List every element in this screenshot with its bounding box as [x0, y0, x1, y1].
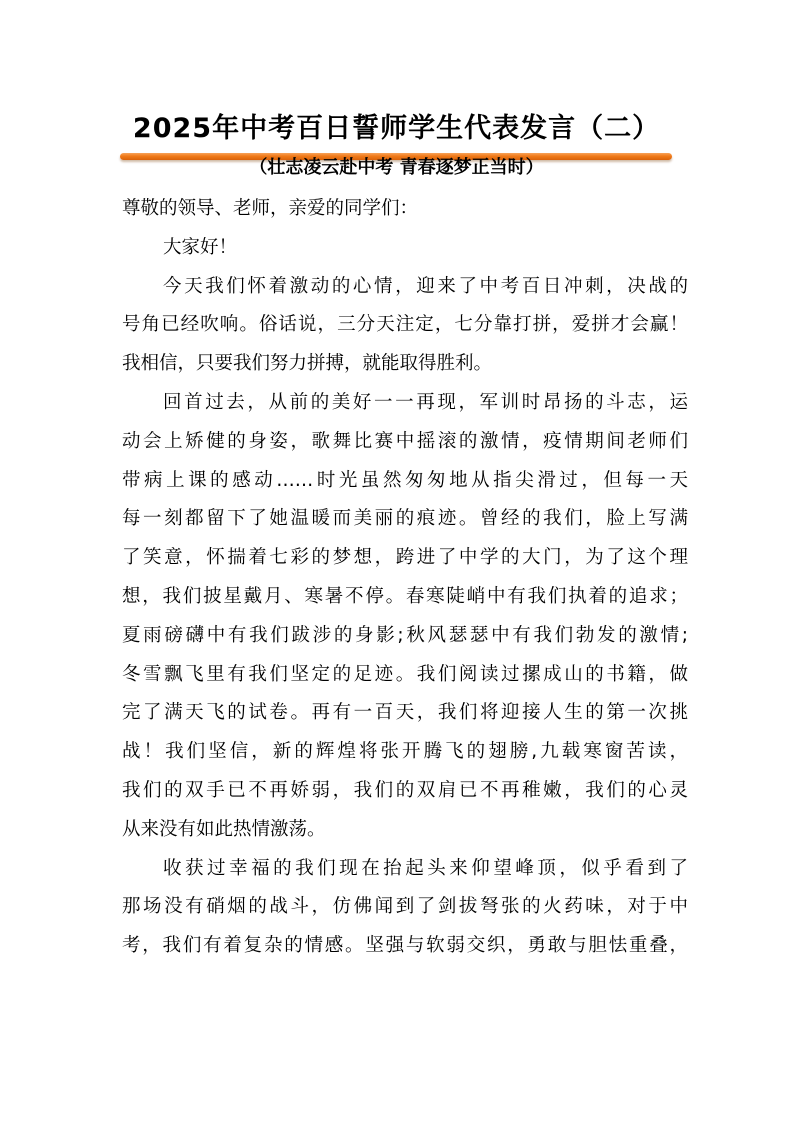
body-line: 完了满天飞的试卷。再有一百天，我们将迎接人生的第一次挑 — [122, 702, 688, 724]
body-line: 那场没有硝烟的战斗，仿佛闻到了剑拔弩张的火药味，对于中 — [122, 896, 688, 918]
salutation-line: 尊敬的领导、老师，亲爱的同学们： — [122, 198, 419, 219]
body-line: 从来没有如此热情激荡。 — [122, 818, 326, 840]
body-line: 战！我们坚信，新的辉煌将张开腾飞的翅膀,九载寒窗苦读， — [122, 741, 688, 763]
body-line: 想，我们披星戴月、寒暑不停。春寒陡峭中有我们执着的追求； — [122, 585, 688, 607]
body-line: 带病上课的感动……时光虽然匆匆地从指尖滑过，但每一天 — [122, 469, 688, 491]
document-title: 2025年中考百日誓师学生代表发言（二） — [132, 113, 661, 144]
body-line: 今天我们怀着激动的心情，迎来了中考百日冲刺，决战的 — [163, 275, 688, 297]
body-line: 夏雨磅礴中有我们跋涉的身影;秋风瑟瑟中有我们勃发的激情; — [122, 624, 688, 646]
body-line: 号角已经吹响。俗话说，三分天注定，七分靠打拼，爱拼才会赢！ — [122, 314, 688, 336]
document-subtitle: （壮志凌云赴中考 青春逐梦正当时） — [249, 157, 544, 178]
body-line: 了笑意，怀揣着七彩的梦想，跨进了中学的大门，为了这个理 — [122, 547, 688, 569]
body-line: 回首过去，从前的美好一一再现，军训时昂扬的斗志，运 — [163, 391, 688, 413]
body-line: 收获过幸福的我们现在抬起头来仰望峰顶，似乎看到了 — [163, 857, 688, 879]
body-line: 我相信，只要我们努力拼搏，就能取得胜利。 — [122, 353, 493, 375]
body-line: 冬雪飘飞里有我们坚定的足迹。我们阅读过摞成山的书籍，做 — [122, 663, 688, 685]
body-line: 考，我们有着复杂的情感。坚强与软弱交织，勇敢与胆怯重叠， — [122, 935, 688, 957]
body-line: 动会上矫健的身姿，歌舞比赛中摇滚的激情，疫情期间老师们 — [122, 430, 688, 452]
greeting-line: 大家好！ — [163, 236, 238, 258]
speech-body — [122, 190, 688, 966]
body-line: 我们的双手已不再娇弱，我们的双肩已不再稚嫩，我们的心灵 — [122, 779, 688, 801]
body-line: 每一刻都留下了她温暖而美丽的痕迹。曾经的我们，脸上写满 — [122, 508, 688, 530]
